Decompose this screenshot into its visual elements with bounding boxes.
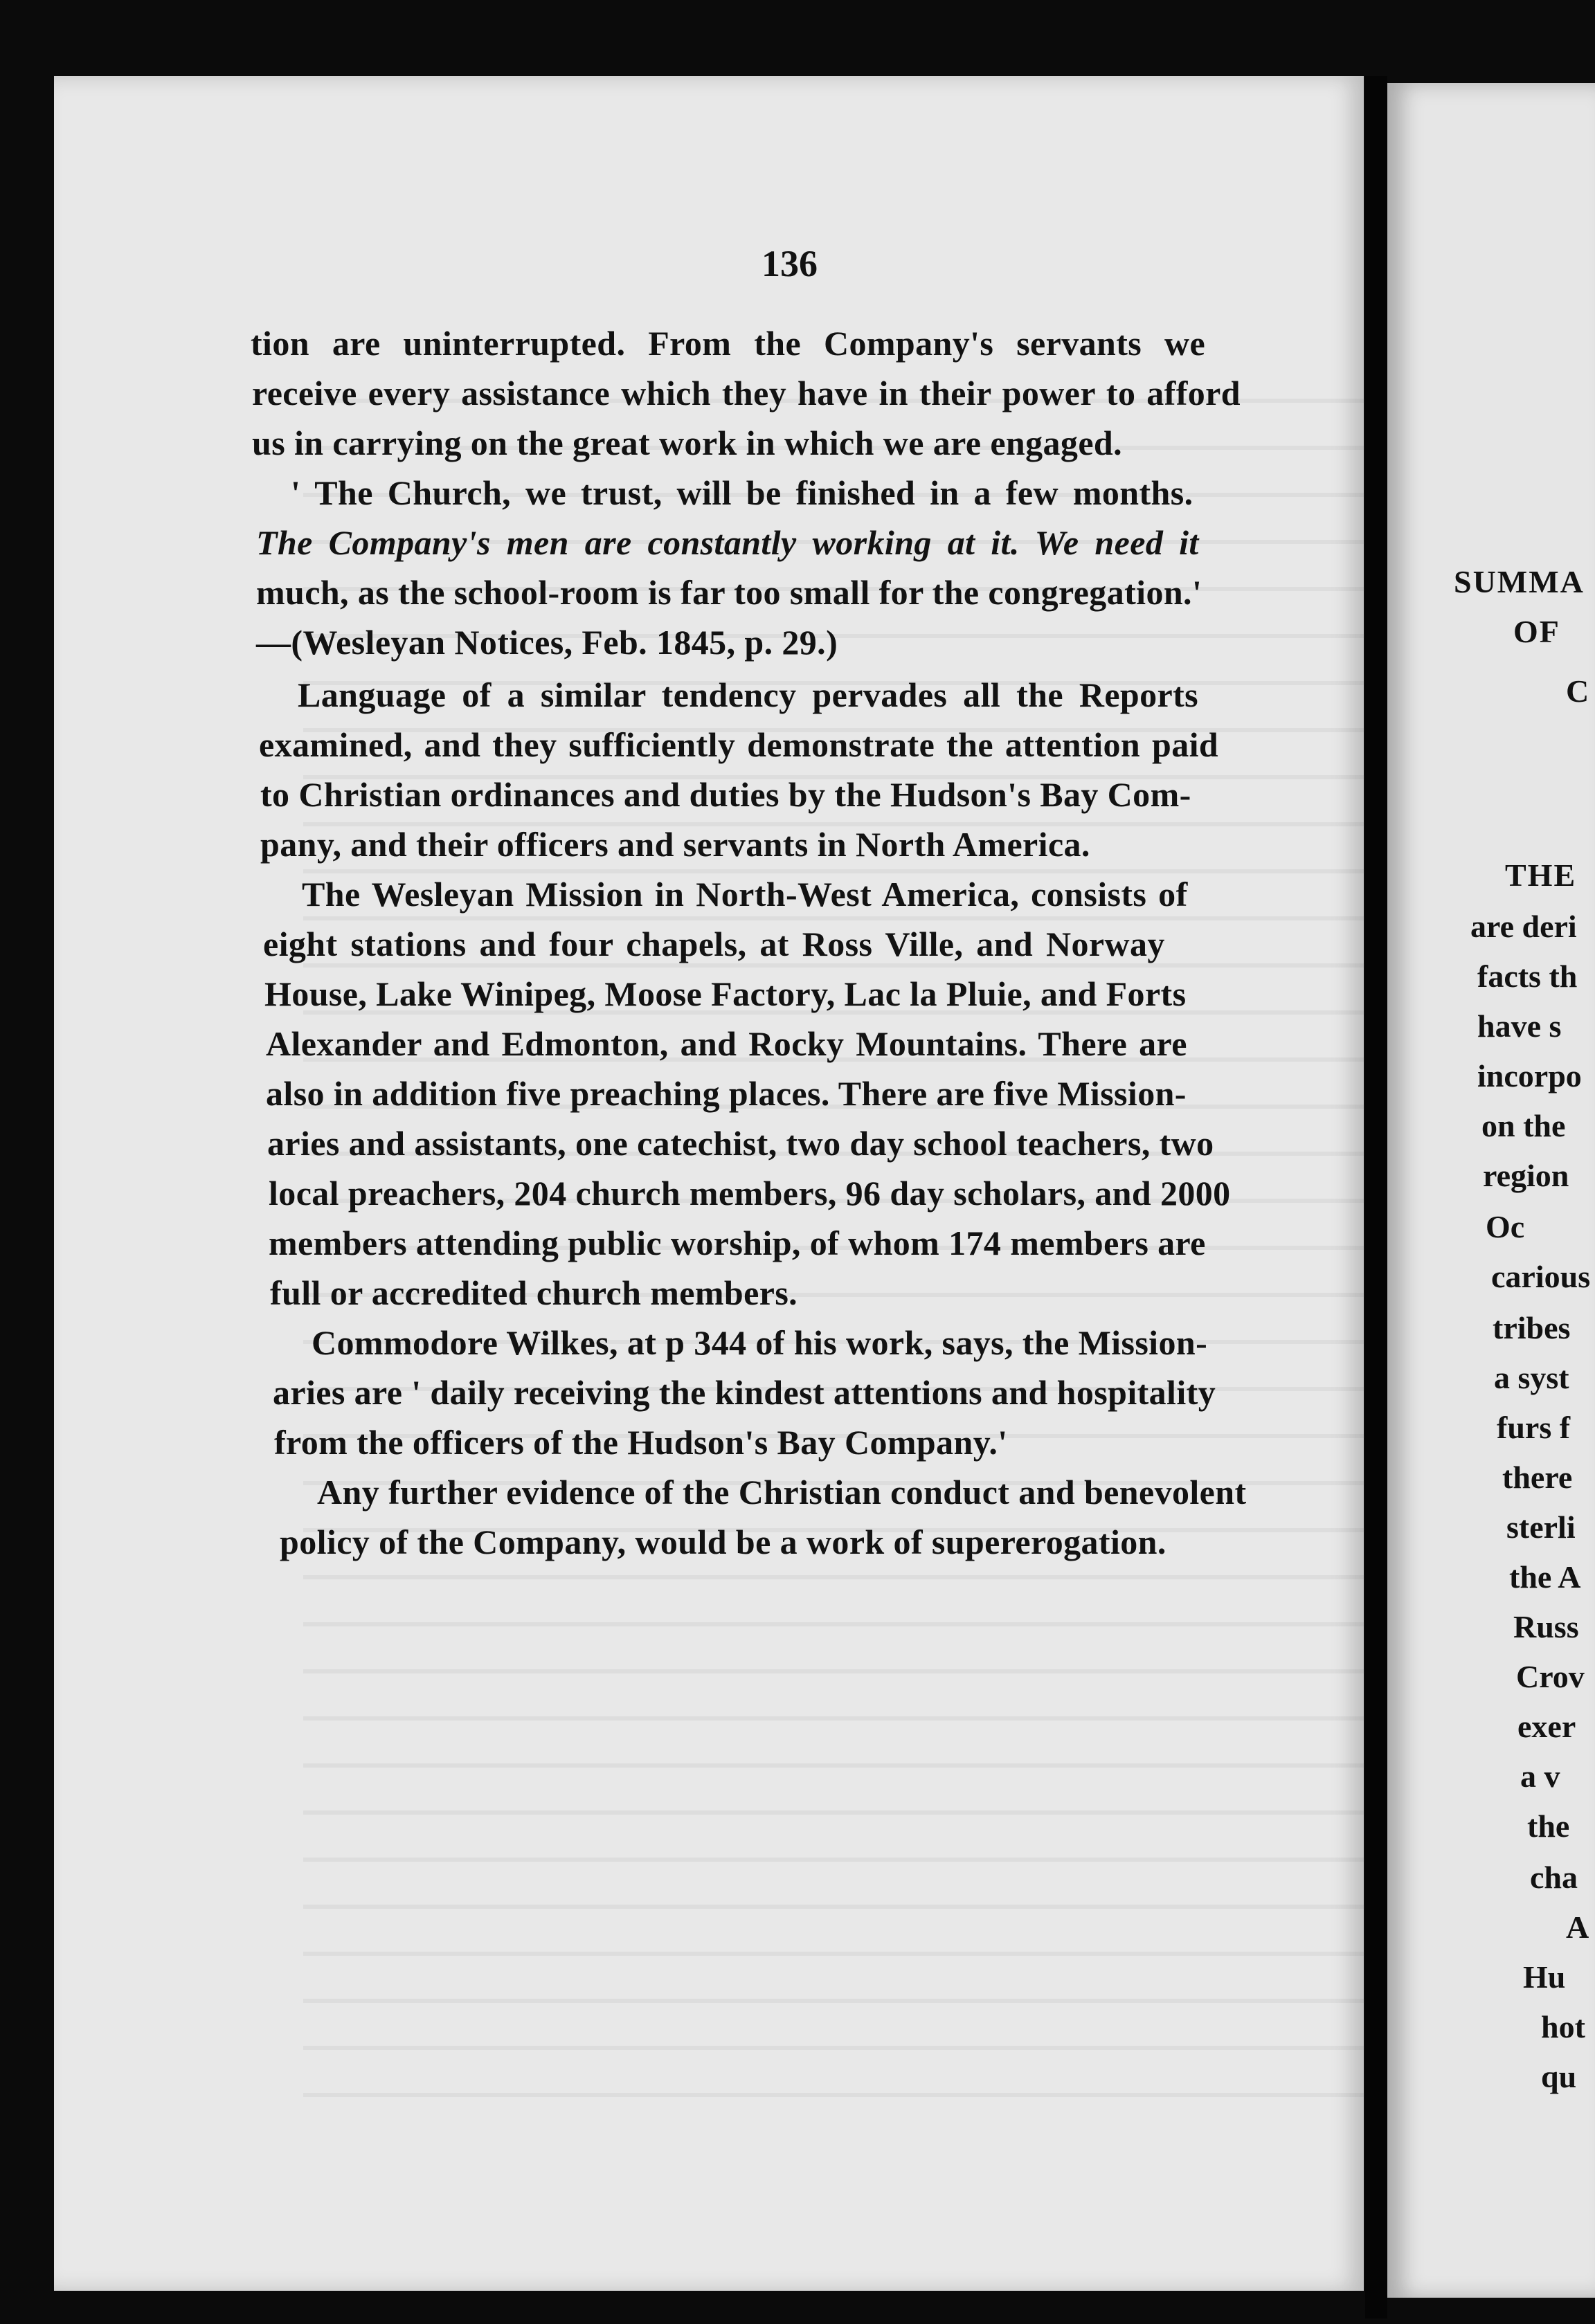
text-line: there xyxy=(1502,1460,1573,1495)
text-line: to Christian ordinances and duties by the Hudson's Bay Com- xyxy=(260,775,1191,814)
text-line: THE xyxy=(1505,857,1577,893)
text-line: region xyxy=(1483,1158,1569,1193)
text-line: Alexander and Edmonton, and Rocky Mountains. There are xyxy=(266,1024,1187,1063)
heading-line: OF xyxy=(1513,614,1560,649)
text-line: aries and assistants, one catechist, two day school teachers, two xyxy=(267,1124,1214,1163)
text-line: tion are uninterrupted. From the Company's servants we xyxy=(251,324,1206,363)
text-line: incorpo xyxy=(1477,1058,1582,1093)
text-line: aries are ' daily receiving the kindest attentions and hospitality xyxy=(273,1373,1216,1412)
text-line: sterli xyxy=(1506,1509,1576,1545)
text-line: local preachers, 204 church members, 96 day scholars, and 2000 xyxy=(269,1174,1231,1213)
text-line: from the officers of the Hudson's Bay Company.' xyxy=(274,1423,1008,1462)
text-line: much, as the school-room is far too small for the congregation.' xyxy=(256,573,1202,612)
text-line: ' The Church, we trust, will be finished in a few months. xyxy=(291,473,1193,512)
text-line: carious xyxy=(1491,1259,1591,1294)
text-line: also in addition five preaching places. There are five Mission- xyxy=(266,1074,1187,1113)
text-line: a v xyxy=(1520,1759,1560,1794)
text-line: the A xyxy=(1509,1559,1581,1595)
text-line: Commodore Wilkes, at p 344 of his work, says, the Mission- xyxy=(312,1323,1208,1362)
text-line: Hu xyxy=(1523,1959,1566,1995)
text-line: eight stations and four chapels, at Ross Ville, and Norway xyxy=(263,925,1165,963)
page-number: 136 xyxy=(762,243,818,284)
text-line: have s xyxy=(1477,1008,1562,1044)
text-line: members attending public worship, of whom 174 members are xyxy=(269,1224,1206,1262)
text-line: The Company's men are constantly working at it. We need it xyxy=(256,523,1199,562)
text-line: pany, and their officers and servants in North America. xyxy=(260,825,1090,864)
text-line: —(Wesleyan Notices, Feb. 1845, p. 29.) xyxy=(256,623,838,662)
heading-line: SUMMA xyxy=(1454,564,1585,599)
page-gutter xyxy=(1365,76,1387,2318)
text-line: full or accredited church members. xyxy=(270,1273,798,1312)
text-line: facts th xyxy=(1477,959,1578,994)
text-line: tribes xyxy=(1493,1310,1571,1345)
text-line: us in carrying on the great work in which we are engaged. xyxy=(252,424,1123,462)
heading-line: C xyxy=(1566,673,1589,709)
text-line: a syst xyxy=(1494,1360,1569,1395)
text-line: the xyxy=(1527,1808,1570,1844)
text-line: qu xyxy=(1541,2059,1577,2094)
text-line: are deri xyxy=(1470,909,1577,944)
text-line: examined, and they sufficiently demonstrate the attention paid xyxy=(259,725,1219,764)
text-line: A xyxy=(1566,1909,1589,1945)
text-line: House, Lake Winipeg, Moose Factory, Lac la Pluie, and Forts xyxy=(264,974,1187,1013)
text-line: furs f xyxy=(1497,1410,1571,1445)
text-line: receive every assistance which they have in their power to afford xyxy=(252,374,1241,412)
text-line: policy of the Company, would be a work of supererogation. xyxy=(280,1523,1166,1561)
text-line: cha xyxy=(1530,1860,1578,1895)
text-line: Crov xyxy=(1516,1659,1585,1694)
text-line: The Wesleyan Mission in North-West America, consists of xyxy=(302,875,1188,914)
text-line: Russ xyxy=(1513,1609,1579,1644)
text-line: on the xyxy=(1481,1108,1566,1143)
text-line: Oc xyxy=(1486,1209,1525,1244)
text-line: Language of a similar tendency pervades all the Reports xyxy=(298,675,1199,714)
text-line: hot xyxy=(1541,2009,1585,2044)
text-line: Any further evidence of the Christian conduct and benevolent xyxy=(317,1473,1247,1511)
text-line: exer xyxy=(1517,1709,1576,1744)
